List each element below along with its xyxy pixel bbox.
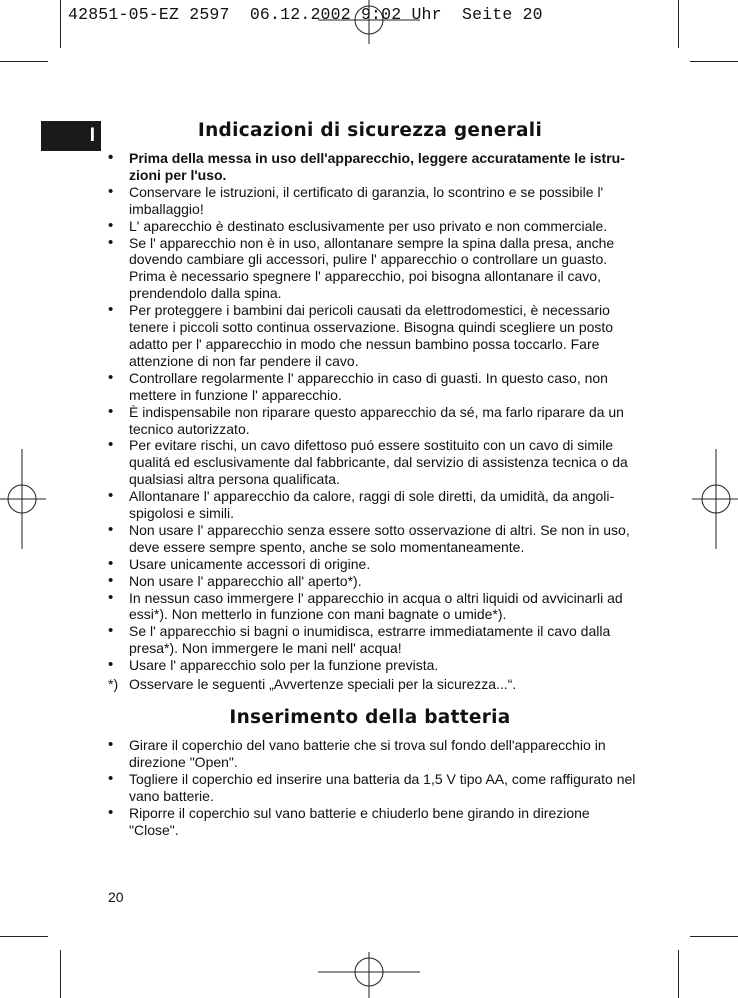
- crop-mark-top-left-h: [0, 61, 48, 62]
- crop-mark-bottom-left-h: [0, 936, 48, 937]
- registration-mark-bottom: [318, 952, 420, 998]
- language-tab: I: [41, 121, 101, 151]
- list-item: • Conservare le istruzioni, il certificato di garanzia, lo scontrino e se possibile l' imballaggio!: [108, 184, 636, 218]
- list-item: • Se l' apparecchio si bagni o inumidisca, estrarre immediatamente il cavo dalla presa*). Non immergere le mani nell' acqua!: [108, 623, 636, 657]
- registration-mark-left: [0, 449, 46, 549]
- crop-mark-top-right-v: [678, 0, 679, 48]
- list-item: • Non usare l' apparecchio all' aperto*).: [108, 573, 636, 590]
- footnote: [108, 676, 636, 693]
- list-item: • È indispensabile non riparare questo apparecchio da sé, ma farlo riparare da un tecnico autorizzato.: [108, 404, 636, 438]
- footnote-text: Osservare le seguenti „Avvertenze speciali per la sicurezza...“.: [129, 676, 517, 692]
- crop-mark-bottom-right-v: [678, 950, 679, 998]
- list-item: • Togliere il coperchio ed inserire una batteria da 1,5 V tipo AA, come raffigurato nel vano batterie.: [108, 771, 636, 805]
- list-item: • Se l' apparecchio non è in uso, allontanare sempre la spina dalla presa, anche dovendo cambiare gli accessori, pulire l' apparecchio o controllare un guasto. Prima è necessario spegnere l' apparecchio, poi bisogna allontanare il cavo, prendendolo dalla spina.: [108, 235, 636, 303]
- list-item: • Riporre il coperchio sul vano batterie e chiuderlo bene girando in direzione "Close".: [108, 805, 636, 839]
- registration-mark-top: [318, 0, 420, 44]
- battery-list: [108, 737, 636, 838]
- crop-mark-bottom-left-v: [60, 950, 61, 998]
- print-header: 42851-05-EZ 2597 06.12.2002 9:02 Uhr Seite 20: [68, 5, 543, 24]
- crop-mark-top-right-h: [690, 61, 738, 62]
- crop-mark-bottom-right-h: [690, 936, 738, 937]
- list-item: • Prima della messa in uso dell'apparecchio, leggere accuratamente le istru-zioni per l'uso.: [108, 150, 636, 184]
- list-item: • L' aparecchio è destinato esclusivamente per uso privato e non commerciale.: [108, 218, 636, 235]
- list-item: • Non usare l' apparecchio senza essere sotto osservazione di altri. Se non in uso, deve essere sempre spento, anche se solo momentaneamente.: [108, 522, 636, 556]
- registration-mark-right: [692, 449, 738, 549]
- footnote-mark: *): [108, 676, 119, 692]
- list-item: • In nessun caso immergere l' apparecchio in acqua o altri liquidi od avvicinarli ad essi*). Non metterlo in funzione con mani bagnate o umide*).: [108, 590, 636, 624]
- page-number: 20: [108, 889, 124, 905]
- list-item: • Girare il coperchio del vano batterie che si trova sul fondo dell'apparecchio in direzione "Open".: [108, 737, 636, 771]
- list-item: • Usare l' apparecchio solo per la funzione prevista.: [108, 657, 636, 674]
- list-item: • Controllare regolarmente l' apparecchio in caso di guasti. In questo caso, non mettere in funzione l' apparecchio.: [108, 370, 636, 404]
- list-item: • Usare unicamente accessori di origine.: [108, 556, 636, 573]
- safety-list: [108, 150, 636, 674]
- section-title-safety: Indicazioni di sicurezza generali: [197, 120, 543, 141]
- list-item: • Per proteggere i bambini dai pericoli causati da elettrodomestici, è necessario tenere i piccoli sotto continua osservazione. Bisogna quindi scegliere un posto adatto per l' apparecchio in modo che nessun bambino possa toccarlo. Fare attenzione di non far pendere il cavo.: [108, 302, 636, 370]
- list-item: • Per evitare rischi, un cavo difettoso puó essere sostituito con un cavo di simile qualitá ed esclusivamente dal fabbricante, dal servizio di assistenza tecnica o da qualsiasi altra persona qualificata.: [108, 437, 636, 488]
- crop-mark-top-left-v: [60, 0, 61, 48]
- list-item: • Allontanare l' apparecchio da calore, raggi di sole diretti, da umidità, da angoli-spigolosi e simili.: [108, 488, 636, 522]
- section-title-battery: Inserimento della batteria: [229, 707, 511, 728]
